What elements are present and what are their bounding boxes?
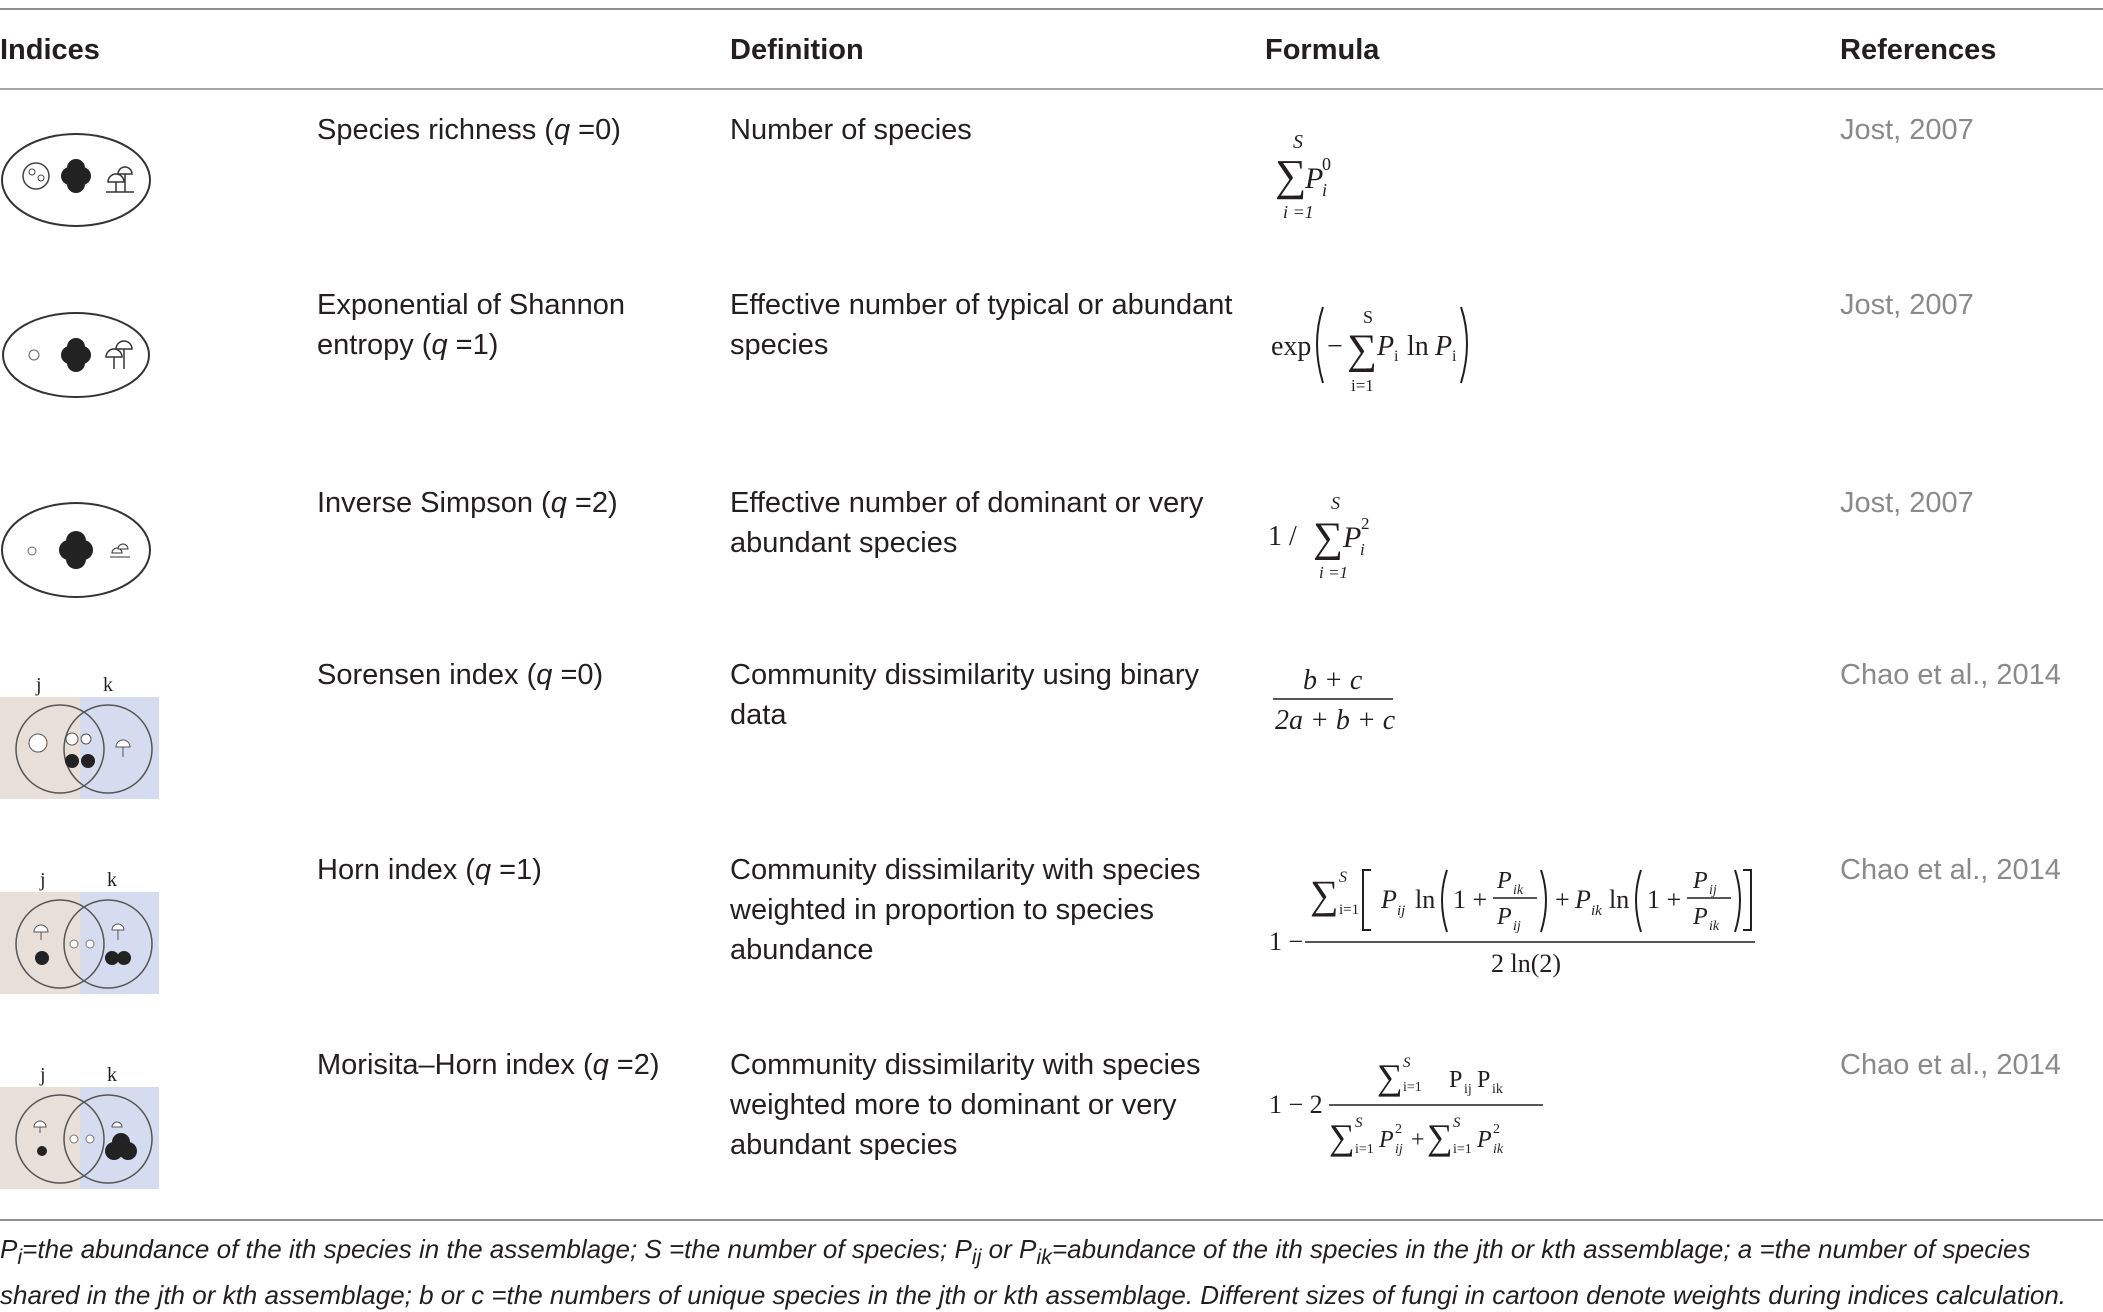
table-footnote: $P_i=the$ abundance of the ith species in the assemblage; S =the number of species; $P_{ij}$ or $P_{ik}=abundance$ of the ith species in the jth or kth assemblage; a =the number of species shared in the jth or kth assemblage; b or c =the numbers of unique species in the jth or kth assemblage. Different sizes of fungi in cartoon denote weights during indices calculation. (0, 1234, 2067, 1311)
svg-text:ij: ij (1464, 1082, 1472, 1097)
index-reference: Chao et al., 2014 (1840, 659, 2061, 691)
fungus-icon (29, 734, 47, 752)
svg-text:i: i (1394, 348, 1399, 365)
index-name: Morisita–Horn index (q =2) (317, 1049, 660, 1081)
svg-text:P: P (1305, 162, 1324, 195)
svg-text:ij: ij (1395, 1142, 1403, 1157)
svg-text:exp: exp (1271, 331, 1312, 362)
svg-text:P: P (1377, 331, 1395, 362)
index-reference: Jost, 2007 (1840, 114, 1974, 146)
svg-text:i: i (1322, 180, 1328, 200)
svg-text:P: P (1497, 868, 1512, 894)
svg-text:i=1: i=1 (1355, 1142, 1374, 1157)
table-bottom-rule (0, 1219, 2103, 1221)
svg-text:P: P (1381, 885, 1397, 914)
svg-text:S: S (1293, 131, 1303, 153)
svg-text:S: S (1355, 1115, 1363, 1131)
svg-text:P: P (1477, 1067, 1491, 1093)
svg-text:i=1: i=1 (1351, 376, 1374, 395)
index-name: Horn index (q =1) (317, 854, 542, 886)
svg-text:i =1: i =1 (1319, 563, 1348, 582)
svg-text:b + c: b + c (1303, 665, 1363, 696)
fungus-icon (37, 1146, 47, 1156)
header-references: References (1840, 34, 1997, 66)
svg-text:i: i (1452, 348, 1457, 365)
svg-text:ij: ij (1709, 883, 1717, 898)
svg-text:P: P (1477, 1127, 1492, 1153)
svg-text:+: + (1555, 885, 1570, 914)
index-name: Inverse Simpson (q =2) (317, 487, 618, 519)
svg-text:P: P (1435, 331, 1453, 362)
index-reference: Jost, 2007 (1840, 487, 1974, 519)
svg-text:2: 2 (1395, 1122, 1402, 1137)
index-definition: Community dissimilarity using binary data (730, 659, 1199, 731)
svg-text:i =1: i =1 (1283, 202, 1314, 222)
svg-text:1 − 2: 1 − 2 (1269, 1090, 1323, 1119)
fungus-icon (35, 951, 49, 965)
svg-text:ik: ik (1591, 903, 1602, 919)
svg-text:ik: ik (1493, 1142, 1504, 1157)
header-indices: Indices (0, 34, 100, 66)
fungus-icon (23, 163, 49, 189)
formula-inverse-simpson (1265, 483, 1425, 593)
svg-text:2 ln(2): 2 ln(2) (1491, 949, 1562, 978)
svg-text:+: + (1411, 1127, 1425, 1153)
fungus-icon (28, 547, 36, 555)
index-formula (1265, 655, 1825, 746)
index-definition: Effective number of typical or abundant species (730, 289, 1233, 361)
svg-text:ik: ik (1709, 919, 1720, 934)
index-definition: Number of species (730, 114, 972, 146)
svg-text:i: i (1360, 540, 1365, 559)
svg-text:k: k (107, 1064, 117, 1086)
svg-text:2a + b + c: 2a + b + c (1275, 705, 1396, 735)
formula-morisita-horn (1265, 1045, 1565, 1165)
svg-text:ij: ij (1397, 903, 1406, 919)
alpha-diversity-ellipse-icon (0, 305, 155, 405)
svg-text:∑: ∑ (1427, 1117, 1453, 1157)
svg-text:1 /: 1 / (1268, 521, 1297, 552)
index-definition: Community dissimilarity with species weighted in proportion to species abundance (730, 854, 1201, 966)
svg-text:S: S (1331, 493, 1340, 513)
fungus-icon (29, 350, 39, 360)
index-reference: Chao et al., 2014 (1840, 854, 2061, 886)
index-name: Species richness (q =0) (317, 114, 621, 146)
alpha-diversity-ellipse-icon (0, 495, 155, 605)
svg-text:k: k (107, 869, 117, 891)
svg-text:1 +: 1 + (1647, 885, 1682, 914)
svg-text:P: P (1693, 868, 1708, 894)
svg-text:i=1: i=1 (1403, 1080, 1422, 1095)
index-formula (1265, 483, 1825, 604)
index-definition: Effective number of dominant or very abundant species (730, 487, 1204, 559)
svg-text:∑: ∑ (1310, 872, 1339, 917)
svg-text:ik: ik (1492, 1082, 1503, 1097)
index-formula (1265, 285, 1825, 416)
svg-text:P: P (1575, 885, 1591, 914)
svg-text:2: 2 (1493, 1122, 1500, 1137)
svg-text:j: j (36, 674, 42, 696)
index-formula (1265, 110, 1825, 241)
index-reference: Chao et al., 2014 (1840, 1049, 2061, 1081)
formula-richness (1265, 110, 1425, 230)
index-formula (1265, 850, 1825, 991)
svg-text:k: k (103, 674, 113, 696)
svg-text:j: j (40, 1064, 46, 1086)
index-formula (1265, 1045, 1825, 1176)
header-definition: Definition (730, 34, 864, 66)
svg-text:S: S (1363, 307, 1374, 327)
svg-text:P: P (1449, 1067, 1463, 1093)
header-formula: Formula (1265, 34, 1380, 66)
svg-text:∑: ∑ (1275, 151, 1307, 200)
index-reference: Jost, 2007 (1840, 289, 1974, 321)
formula-horn (1265, 850, 1785, 980)
svg-text:S: S (1339, 869, 1347, 886)
svg-text:∑: ∑ (1347, 327, 1377, 373)
svg-text:ln: ln (1415, 885, 1436, 914)
svg-text:ln: ln (1609, 885, 1630, 914)
svg-text:∑: ∑ (1329, 1117, 1355, 1157)
beta-diversity-venn-icon (0, 1063, 165, 1191)
svg-text:−: − (1327, 331, 1343, 362)
svg-text:2: 2 (1361, 514, 1370, 533)
svg-text:P: P (1693, 904, 1708, 930)
svg-text:P: P (1497, 904, 1512, 930)
svg-text:1 +: 1 + (1453, 885, 1488, 914)
index-name: Exponential of Shannon entropy (q =1) (317, 289, 625, 361)
svg-text:0: 0 (1322, 154, 1331, 174)
svg-text:S: S (1403, 1055, 1411, 1071)
svg-text:ik: ik (1513, 883, 1524, 898)
svg-text:S: S (1453, 1115, 1461, 1131)
svg-text:ij: ij (1513, 919, 1521, 934)
header-rule (0, 88, 2103, 90)
index-name: Sorensen index (q =0) (317, 659, 604, 691)
beta-diversity-venn-icon (0, 673, 165, 801)
svg-text:i=1: i=1 (1453, 1142, 1472, 1157)
index-definition: Community dissimilarity with species weighted more to dominant or very abundant species (730, 1049, 1201, 1161)
beta-diversity-venn-icon (0, 868, 165, 996)
svg-text:P: P (1379, 1127, 1394, 1153)
svg-text:∑: ∑ (1377, 1057, 1403, 1097)
svg-text:1 −: 1 − (1269, 927, 1304, 956)
svg-text:∑: ∑ (1313, 515, 1343, 561)
alpha-diversity-ellipse-icon (0, 120, 155, 230)
table-top-rule (0, 8, 2103, 10)
formula-sorensen (1265, 655, 1435, 735)
svg-text:i=1: i=1 (1339, 902, 1360, 918)
formula-shannon (1265, 285, 1525, 405)
svg-text:j: j (40, 869, 46, 891)
svg-text:ln: ln (1407, 331, 1429, 362)
svg-text:P: P (1343, 521, 1362, 554)
